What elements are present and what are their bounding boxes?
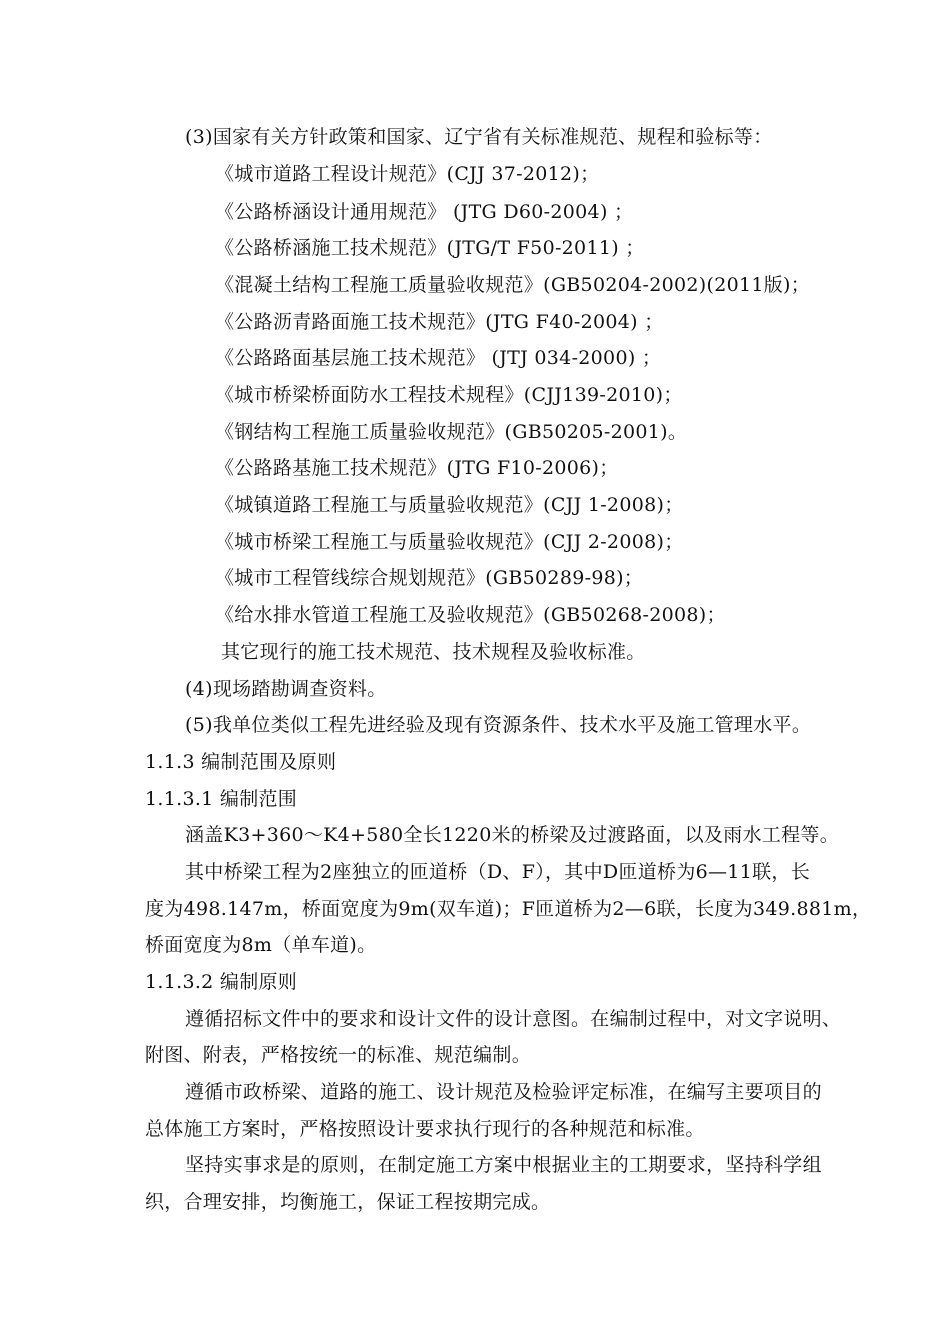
item-3-title: (3)国家有关方针政策和国家、辽宁省有关标准规范、规程和验标等： — [185, 126, 773, 148]
standard-item: 《城市桥梁工程施工与质量验收规范》(CJJ 2-2008)； — [215, 531, 684, 553]
standards-other: 其它现行的施工技术规范、技术规程及验收标准。 — [221, 641, 646, 663]
scope-paragraph-1: 涵盖K3+360～K4+580全长1220米的桥梁及过渡路面，以及雨水工程等。 — [185, 824, 839, 846]
principle-3-line: 坚持实事求是的原则，在制定施工方案中根据业主的工期要求，坚持科学组 — [185, 1154, 822, 1176]
standard-item: 《城市道路工程设计规范》(CJJ 37-2012)； — [215, 163, 600, 185]
standard-item: 《公路沥青路面施工技术规范》(JTG F40-2004) ； — [215, 311, 664, 333]
principle-1-line: 遵循招标文件中的要求和设计文件的设计意图。在编制过程中，对文字说明、 — [185, 1008, 842, 1030]
scope-paragraph-2-line: 其中桥梁工程为2座独立的匝道桥（D、F），其中D匝道桥为6—11联，长 — [185, 861, 811, 883]
scope-paragraph-2-line: 桥面宽度为8m（单车道)。 — [145, 934, 377, 956]
standard-item: 《城镇道路工程施工与质量验收规范》(CJJ 1-2008)； — [215, 494, 684, 516]
standard-item: 《城市桥梁桥面防水工程技术规程》(CJJ139-2010)； — [215, 384, 683, 406]
standard-item: 《公路桥涵设计通用规范》 (JTG D60-2004) ； — [215, 201, 634, 223]
standard-item: 《混凝土结构工程施工质量验收规范》(GB50204-2002)(2011版)； — [215, 274, 811, 296]
heading-1-1-3-1: 1.1.3.1 编制范围 — [145, 788, 298, 810]
principle-1-line: 附图、附表，严格按统一的标准、规范编制。 — [145, 1044, 532, 1066]
standard-item: 《钢结构工程施工质量验收规范》(GB50205-2001)。 — [215, 421, 688, 443]
standard-item: 《公路路基施工技术规范》(JTG F10-2006)； — [215, 457, 619, 479]
standard-item: 《城市工程管线综合规划规范》(GB50289-98)； — [215, 567, 644, 589]
heading-1-1-3-2: 1.1.3.2 编制原则 — [145, 971, 298, 993]
principle-2-line: 总体施工方案时，严格按照设计要求执行现行的各种规范和标准。 — [145, 1118, 705, 1140]
heading-1-1-3: 1.1.3 编制范围及原则 — [145, 751, 337, 773]
principle-3-line: 织，合理安排，均衡施工，保证工程按期完成。 — [145, 1191, 551, 1213]
standard-item: 《给水排水管道工程施工及验收规范》(GB50268-2008)； — [215, 604, 726, 626]
item-5: (5)我单位类似工程先进经验及现有资源条件、技术水平及施工管理水平。 — [185, 714, 812, 736]
standard-item: 《公路路面基层施工技术规范》 (JTJ 034-2000) ； — [215, 347, 662, 369]
item-4: (4)现场踏勘调查资料。 — [185, 678, 387, 700]
principle-2-line: 遵循市政桥梁、道路的施工、设计规范及检验评定标准，在编写主要项目的 — [185, 1081, 822, 1103]
standard-item: 《公路桥涵施工技术规范》(JTG/T F50-2011) ； — [215, 237, 645, 259]
scope-paragraph-2-line: 度为498.147m，桥面宽度为9m(双车道)；F匝道桥为2—6联，长度为349.881m， — [145, 898, 872, 920]
